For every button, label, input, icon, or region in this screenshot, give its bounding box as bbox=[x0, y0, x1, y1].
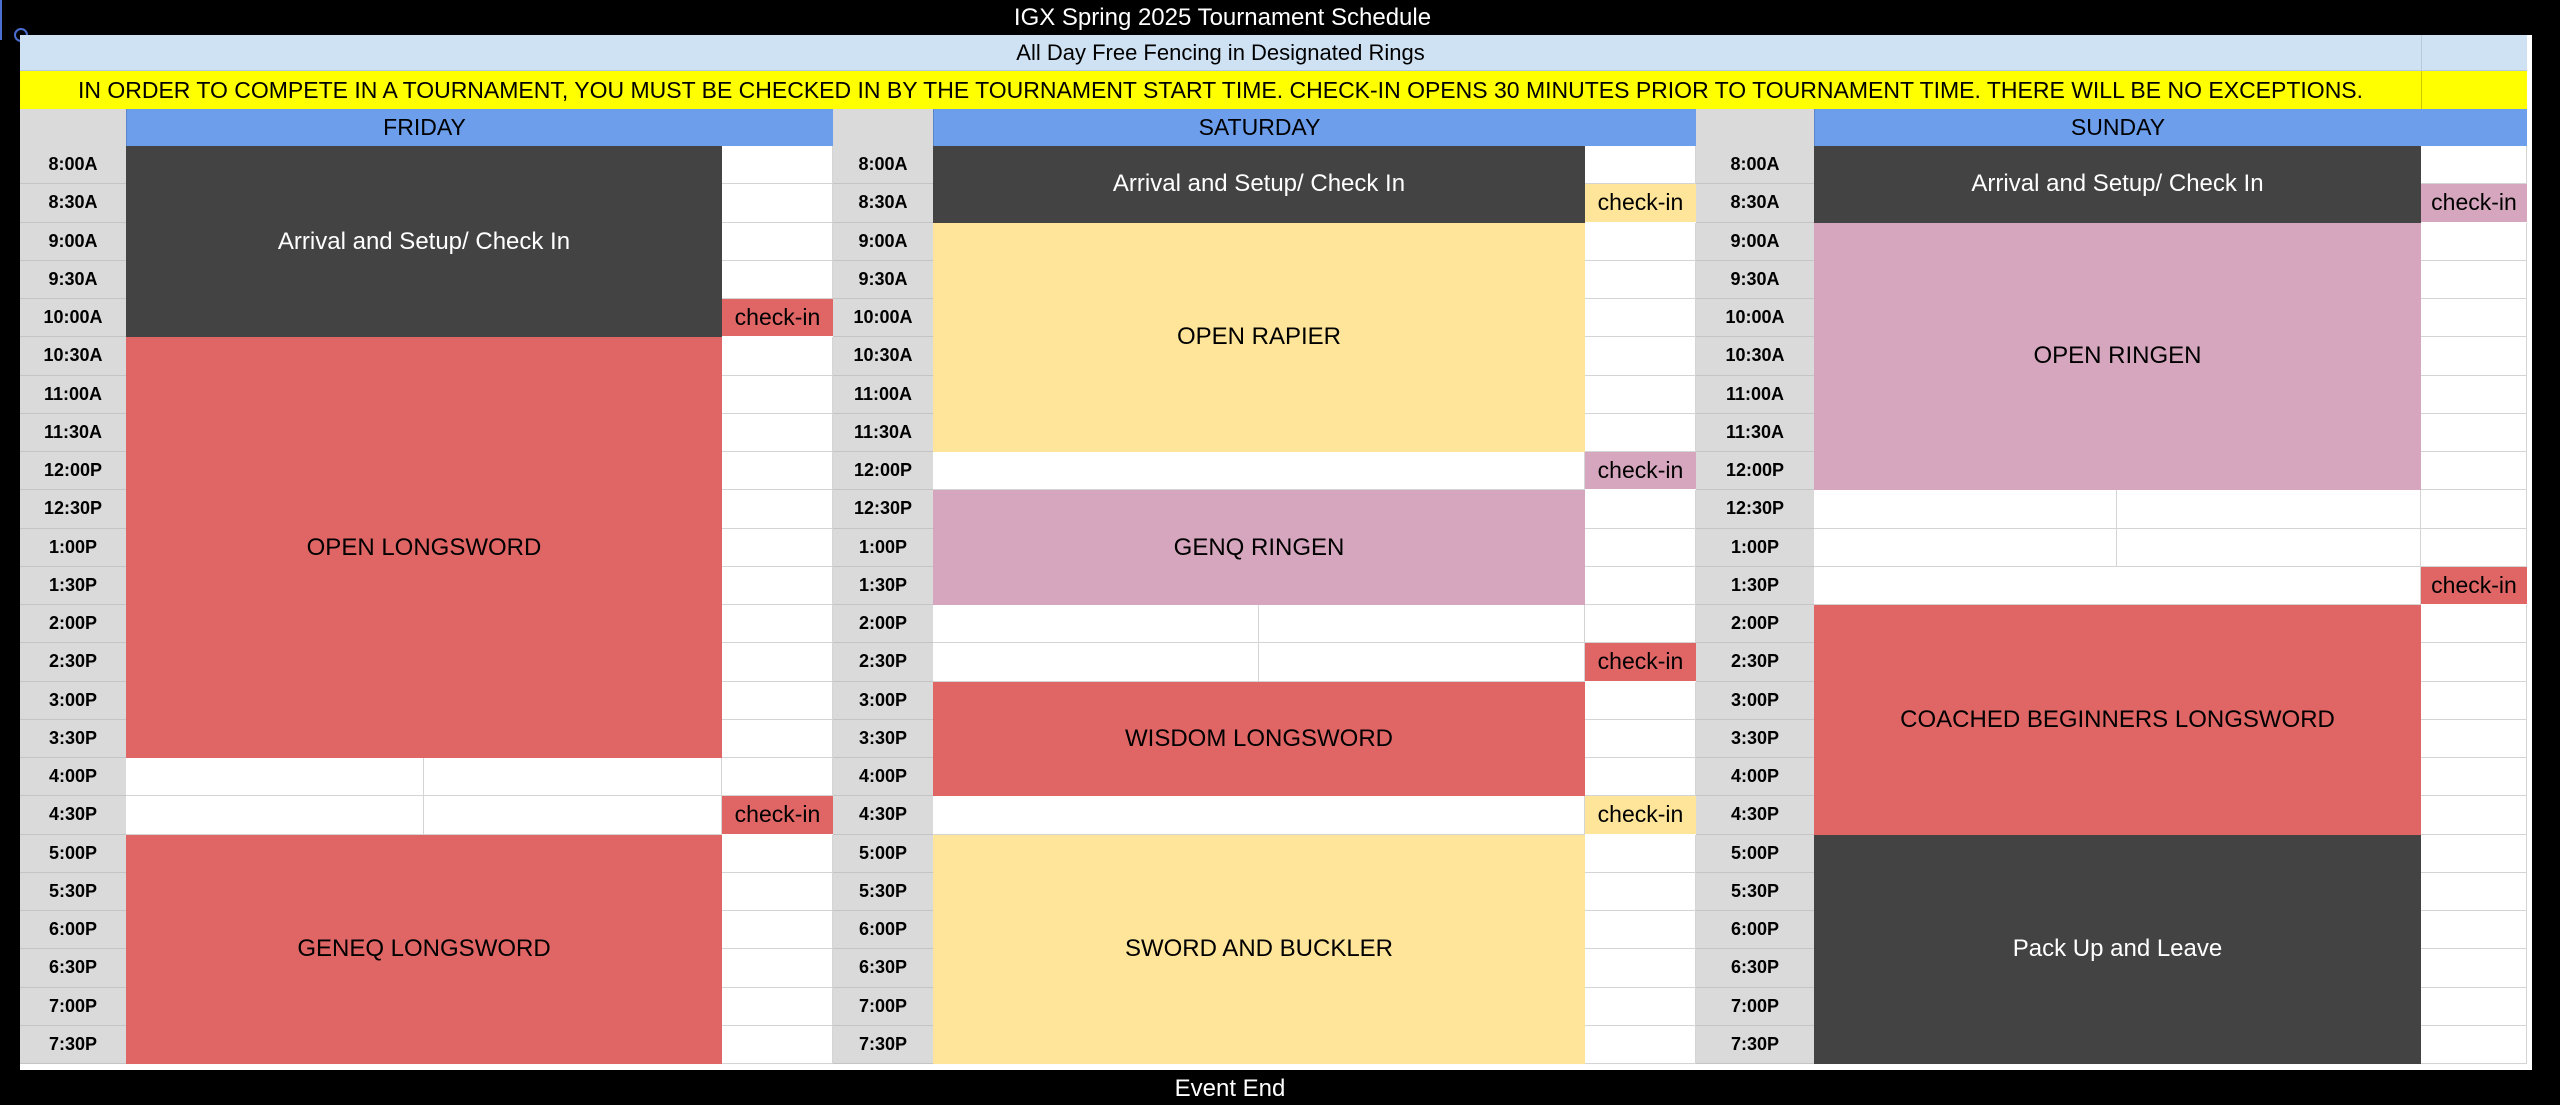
checkin-empty-cell bbox=[2421, 490, 2527, 528]
time-label: 7:00P bbox=[1696, 988, 1814, 1026]
time-label: 8:30A bbox=[833, 184, 933, 222]
empty-slot-half bbox=[126, 796, 424, 833]
time-label: 7:00P bbox=[20, 988, 126, 1026]
checkin-badge[interactable]: check-in bbox=[1585, 452, 1696, 490]
time-label: 5:30P bbox=[1696, 873, 1814, 911]
page-title: IGX Spring 2025 Tournament Schedule bbox=[1013, 4, 1432, 31]
checkin-empty-cell bbox=[722, 605, 833, 643]
checkin-empty-cell bbox=[722, 261, 833, 299]
checkin-empty-cell bbox=[2421, 146, 2527, 184]
checkin-empty-cell bbox=[722, 490, 833, 528]
checkin-empty-cell bbox=[722, 376, 833, 414]
checkin-empty-cell bbox=[1585, 567, 1696, 605]
schedule-grid bbox=[20, 35, 2532, 1070]
time-label: 5:00P bbox=[1696, 835, 1814, 873]
checkin-empty-cell bbox=[2421, 452, 2527, 490]
checkin-empty-cell bbox=[2421, 1026, 2527, 1064]
time-label: 10:30A bbox=[833, 337, 933, 375]
time-label: 8:30A bbox=[1696, 184, 1814, 222]
checkin-empty-cell bbox=[722, 873, 833, 911]
checkin-empty-cell bbox=[722, 988, 833, 1026]
checkin-empty-cell bbox=[2421, 911, 2527, 949]
event-open-rapier[interactable]: OPEN RAPIER bbox=[933, 223, 1585, 453]
day-header-friday: FRIDAY bbox=[126, 109, 722, 146]
empty-slot-half bbox=[1814, 529, 2117, 566]
checkin-empty-cell bbox=[722, 1026, 833, 1064]
event-open-longsword[interactable]: OPEN LONGSWORD bbox=[126, 337, 722, 758]
checkin-empty-cell bbox=[2421, 529, 2527, 567]
checkin-empty-cell bbox=[722, 529, 833, 567]
time-label: 2:00P bbox=[833, 605, 933, 643]
time-label: 4:30P bbox=[20, 796, 126, 834]
empty-slot-split bbox=[933, 643, 1585, 681]
time-label: 3:00P bbox=[20, 682, 126, 720]
empty-slot-half bbox=[1814, 490, 2117, 527]
time-label: 10:00A bbox=[20, 299, 126, 337]
time-label: 1:00P bbox=[20, 529, 126, 567]
checkin-empty-cell bbox=[1585, 873, 1696, 911]
time-label: 5:00P bbox=[833, 835, 933, 873]
checkin-empty-cell bbox=[722, 682, 833, 720]
time-label: 3:30P bbox=[20, 720, 126, 758]
time-label: 6:00P bbox=[20, 911, 126, 949]
checkin-empty-cell bbox=[1585, 223, 1696, 261]
time-label: 10:30A bbox=[1696, 337, 1814, 375]
checkin-empty-cell bbox=[1585, 949, 1696, 987]
empty-slot bbox=[933, 796, 1585, 834]
checkin-empty-cell bbox=[722, 911, 833, 949]
checkin-empty-cell bbox=[2421, 337, 2527, 375]
empty-slot-split bbox=[933, 605, 1585, 643]
event-pack-up-and-leave[interactable]: Pack Up and Leave bbox=[1814, 835, 2421, 1065]
checkin-empty-cell bbox=[722, 337, 833, 375]
event-open-ringen[interactable]: OPEN RINGEN bbox=[1814, 223, 2421, 491]
checkin-empty-cell bbox=[722, 835, 833, 873]
header-spacer bbox=[20, 109, 126, 146]
checkin-badge[interactable]: check-in bbox=[722, 796, 833, 834]
time-label: 11:30A bbox=[1696, 414, 1814, 452]
time-label: 12:30P bbox=[20, 490, 126, 528]
checkin-empty-cell bbox=[2421, 949, 2527, 987]
time-label: 6:30P bbox=[833, 949, 933, 987]
time-label: 8:00A bbox=[833, 146, 933, 184]
empty-slot-split bbox=[1814, 529, 2421, 567]
checkin-empty-cell bbox=[722, 223, 833, 261]
time-label: 3:00P bbox=[833, 682, 933, 720]
header-spacer bbox=[833, 109, 933, 146]
checkin-empty-cell bbox=[722, 414, 833, 452]
checkin-badge[interactable]: check-in bbox=[1585, 796, 1696, 834]
day-header-end bbox=[1585, 109, 1696, 146]
event-end-label: Event End bbox=[1174, 1075, 1286, 1102]
checkin-badge[interactable]: check-in bbox=[1585, 643, 1696, 681]
banner-end-cell bbox=[2421, 35, 2527, 71]
checkin-empty-cell bbox=[1585, 299, 1696, 337]
time-label: 5:30P bbox=[20, 873, 126, 911]
checkin-empty-cell bbox=[2421, 682, 2527, 720]
day-header-saturday: SATURDAY bbox=[933, 109, 1585, 146]
checkin-empty-cell bbox=[1585, 988, 1696, 1026]
checkin-empty-cell bbox=[722, 643, 833, 681]
subtitle-banner: All Day Free Fencing in Designated Rings bbox=[20, 35, 2421, 71]
time-label: 2:30P bbox=[20, 643, 126, 681]
time-label: 12:00P bbox=[20, 452, 126, 490]
time-label: 12:30P bbox=[1696, 490, 1814, 528]
time-label: 2:30P bbox=[1696, 643, 1814, 681]
event-geneq-longsword[interactable]: GENEQ LONGSWORD bbox=[126, 835, 722, 1065]
empty-slot-split bbox=[126, 758, 722, 796]
time-label: 11:00A bbox=[20, 376, 126, 414]
checkin-empty-cell bbox=[722, 567, 833, 605]
time-label: 11:00A bbox=[833, 376, 933, 414]
checkin-empty-cell bbox=[1585, 605, 1696, 643]
checkin-empty-cell bbox=[2421, 605, 2527, 643]
time-label: 2:30P bbox=[833, 643, 933, 681]
checkin-empty-cell bbox=[722, 184, 833, 222]
checkin-badge[interactable]: check-in bbox=[2421, 184, 2527, 222]
checkin-empty-cell bbox=[722, 758, 833, 796]
checkin-badge[interactable]: check-in bbox=[1585, 184, 1696, 222]
time-label: 8:00A bbox=[20, 146, 126, 184]
warning-end-cell bbox=[2421, 71, 2527, 109]
event-arrival-and-setup-check-in[interactable]: Arrival and Setup/ Check In bbox=[126, 146, 722, 337]
checkin-empty-cell bbox=[722, 452, 833, 490]
checkin-empty-cell bbox=[1585, 490, 1696, 528]
checkin-empty-cell bbox=[722, 949, 833, 987]
checkin-empty-cell bbox=[1585, 720, 1696, 758]
time-label: 3:00P bbox=[1696, 682, 1814, 720]
time-label: 12:00P bbox=[833, 452, 933, 490]
time-label: 12:00P bbox=[1696, 452, 1814, 490]
checkin-empty-cell bbox=[1585, 529, 1696, 567]
time-label: 7:30P bbox=[20, 1026, 126, 1064]
checkin-badge[interactable]: check-in bbox=[722, 299, 833, 337]
time-label: 11:30A bbox=[20, 414, 126, 452]
checkin-badge[interactable]: check-in bbox=[2421, 567, 2527, 605]
time-label: 8:30A bbox=[20, 184, 126, 222]
checkin-empty-cell bbox=[2421, 720, 2527, 758]
event-genq-ringen[interactable]: GENQ RINGEN bbox=[933, 490, 1585, 605]
checkin-empty-cell bbox=[2421, 835, 2527, 873]
checkin-empty-cell bbox=[2421, 223, 2527, 261]
time-label: 9:00A bbox=[833, 223, 933, 261]
checkin-empty-cell bbox=[2421, 414, 2527, 452]
checkin-empty-cell bbox=[1585, 376, 1696, 414]
checkin-empty-cell bbox=[1585, 1026, 1696, 1064]
event-arrival-and-setup-check-in[interactable]: Arrival and Setup/ Check In bbox=[1814, 146, 2421, 223]
time-label: 1:00P bbox=[833, 529, 933, 567]
empty-slot bbox=[1814, 567, 2421, 605]
checkin-empty-cell bbox=[2421, 758, 2527, 796]
time-label: 9:30A bbox=[833, 261, 933, 299]
time-label: 6:30P bbox=[20, 949, 126, 987]
checkin-empty-cell bbox=[722, 720, 833, 758]
time-label: 6:00P bbox=[833, 911, 933, 949]
time-label: 9:30A bbox=[20, 261, 126, 299]
time-label: 5:30P bbox=[833, 873, 933, 911]
time-label: 1:00P bbox=[1696, 529, 1814, 567]
event-arrival-and-setup-check-in[interactable]: Arrival and Setup/ Check In bbox=[933, 146, 1585, 223]
header-spacer bbox=[1696, 109, 1814, 146]
empty-slot-half bbox=[933, 643, 1259, 680]
checkin-empty-cell bbox=[2421, 988, 2527, 1026]
checkin-empty-cell bbox=[2421, 299, 2527, 337]
time-label: 7:30P bbox=[833, 1026, 933, 1064]
checkin-empty-cell bbox=[722, 146, 833, 184]
checkin-empty-cell bbox=[2421, 643, 2527, 681]
time-label: 10:00A bbox=[1696, 299, 1814, 337]
checkin-empty-cell bbox=[1585, 146, 1696, 184]
time-label: 8:00A bbox=[1696, 146, 1814, 184]
time-label: 4:00P bbox=[20, 758, 126, 796]
time-label: 2:00P bbox=[20, 605, 126, 643]
checkin-empty-cell bbox=[1585, 835, 1696, 873]
day-header-end bbox=[722, 109, 833, 146]
warning-banner: IN ORDER TO COMPETE IN A TOURNAMENT, YOU MUST BE CHECKED IN BY THE TOURNAMENT START TIME. CHECK-IN OPENS 30 MINUTES PRIOR TO TOURNAMENT TIME. THERE WILL BE NO EXCEPTIONS. bbox=[20, 71, 2421, 109]
day-header-sunday: SUNDAY bbox=[1814, 109, 2421, 146]
event-wisdom-longsword[interactable]: WISDOM LONGSWORD bbox=[933, 682, 1585, 797]
time-label: 2:00P bbox=[1696, 605, 1814, 643]
time-label: 11:30A bbox=[833, 414, 933, 452]
time-label: 9:00A bbox=[1696, 223, 1814, 261]
day-header-end bbox=[2421, 109, 2527, 146]
time-label: 1:30P bbox=[833, 567, 933, 605]
checkin-empty-cell bbox=[1585, 261, 1696, 299]
checkin-empty-cell bbox=[1585, 682, 1696, 720]
empty-slot-split bbox=[1814, 490, 2421, 528]
time-label: 9:00A bbox=[20, 223, 126, 261]
checkin-empty-cell bbox=[2421, 376, 2527, 414]
time-label: 4:00P bbox=[833, 758, 933, 796]
time-label: 3:30P bbox=[833, 720, 933, 758]
checkin-empty-cell bbox=[1585, 758, 1696, 796]
checkin-empty-cell bbox=[1585, 911, 1696, 949]
time-label: 1:30P bbox=[1696, 567, 1814, 605]
time-label: 4:30P bbox=[833, 796, 933, 834]
empty-slot-half bbox=[126, 758, 424, 795]
time-label: 3:30P bbox=[1696, 720, 1814, 758]
time-label: 9:30A bbox=[1696, 261, 1814, 299]
checkin-empty-cell bbox=[1585, 414, 1696, 452]
empty-slot bbox=[933, 452, 1585, 490]
time-label: 4:30P bbox=[1696, 796, 1814, 834]
checkin-empty-cell bbox=[2421, 873, 2527, 911]
time-label: 1:30P bbox=[20, 567, 126, 605]
checkin-empty-cell bbox=[2421, 796, 2527, 834]
time-label: 6:00P bbox=[1696, 911, 1814, 949]
time-label: 10:00A bbox=[833, 299, 933, 337]
time-label: 7:00P bbox=[833, 988, 933, 1026]
empty-slot-half bbox=[933, 605, 1259, 642]
event-sword-and-buckler[interactable]: SWORD AND BUCKLER bbox=[933, 835, 1585, 1065]
time-label: 12:30P bbox=[833, 490, 933, 528]
time-label: 6:30P bbox=[1696, 949, 1814, 987]
time-label: 5:00P bbox=[20, 835, 126, 873]
time-label: 4:00P bbox=[1696, 758, 1814, 796]
time-label: 7:30P bbox=[1696, 1026, 1814, 1064]
empty-slot-split bbox=[126, 796, 722, 834]
time-label: 11:00A bbox=[1696, 376, 1814, 414]
event-coached-beginners-longsword[interactable]: COACHED BEGINNERS LONGSWORD bbox=[1814, 605, 2421, 835]
checkin-empty-cell bbox=[2421, 261, 2527, 299]
checkin-empty-cell bbox=[1585, 337, 1696, 375]
time-label: 10:30A bbox=[20, 337, 126, 375]
